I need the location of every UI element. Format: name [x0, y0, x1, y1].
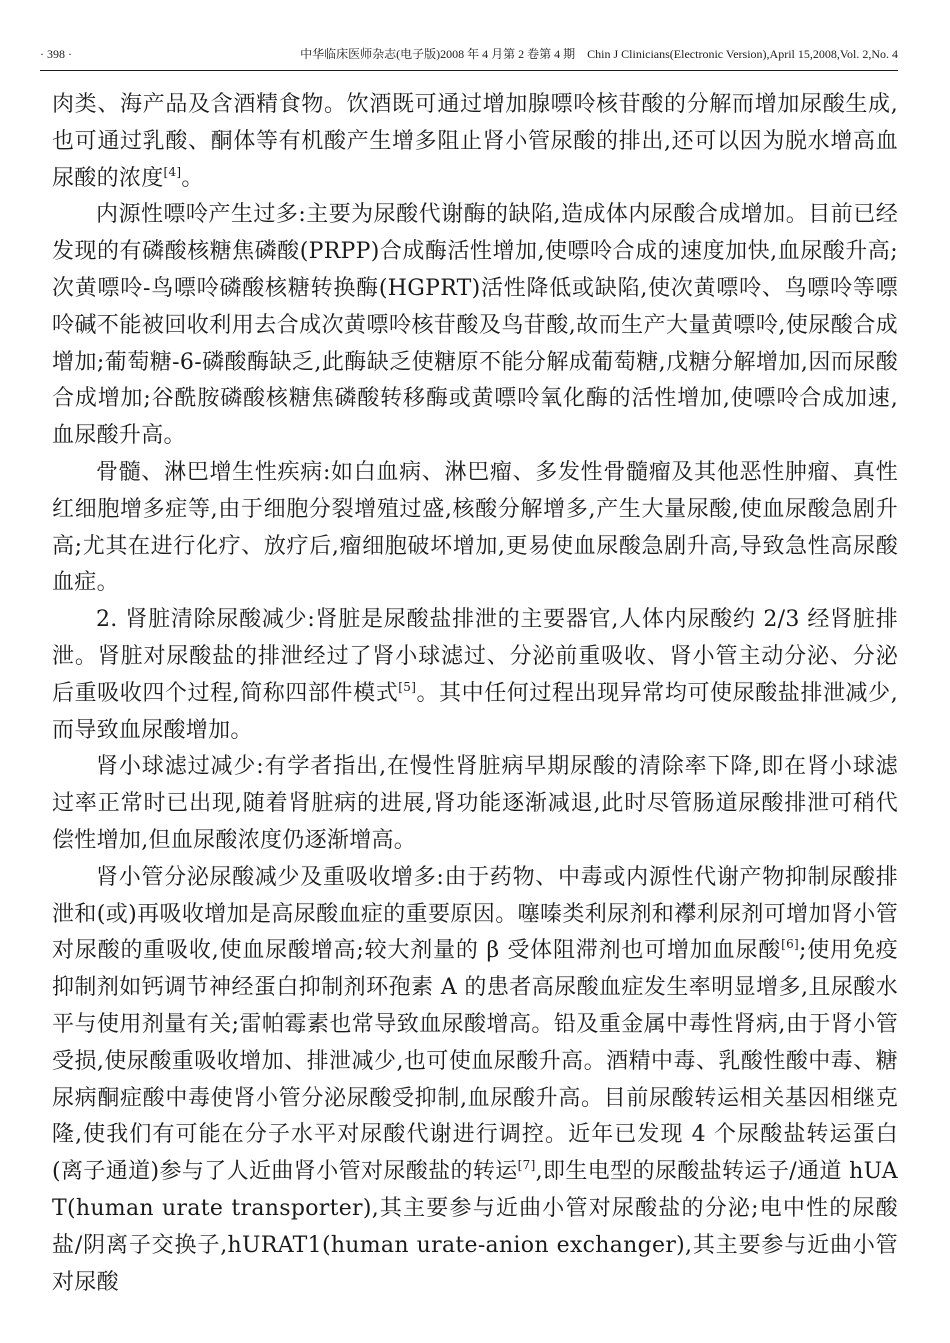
paragraph-glomerular-filtration	[52, 749, 898, 859]
header-rule	[40, 70, 898, 71]
paragraph-endogenous-purine	[52, 197, 898, 455]
paragraph-tubular-secretion	[52, 860, 898, 1302]
paragraph-text-continued: ;使用免疫抑制剂如钙调节神经蛋白抑制剂环孢素 A 的患者高尿酸血症发生率明显增多,且尿酸水平与使用剂量有关;雷帕霉素也常导致血尿酸增高。铅及重金属中毒性肾病,由于肾小管受损,使尿酸重吸收增加、排泄减少,也可使血尿酸升高。酒精中毒、乳酸性酸中毒、糖尿病酮症酸中毒使肾小管分泌尿酸受抑制,血尿酸升高。目前尿酸转运相关基因相继克隆,使我们有可能在分子水平对尿酸代谢进行调控。近年已发现 4 个尿酸盐转运蛋白(离子通道)参与了人近曲肾小管对尿酸盐的转运	[52, 938, 898, 1185]
paragraph-tail: 。	[181, 165, 204, 191]
citation-ref-4: [4]	[163, 164, 182, 179]
article-body	[52, 87, 898, 1301]
paragraph-alcohol	[52, 87, 898, 197]
citation-ref-5: [5]	[398, 679, 417, 694]
journal-citation: 中华临床医师杂志(电子版)2008 年 4 月第 2 卷第 4 期 Chin J Clinicians(Electronic Version),April 15,2008,Vol. 2,No. 4	[300, 47, 898, 61]
paragraph-text: 肾小管分泌尿酸减少及重吸收增多:由于药物、中毒或内源性代谢产物抑制尿酸排泄和(或)再吸收增加是高尿酸血症的重要原因。噻嗪类利尿剂和襻利尿剂可增加肾小管对尿酸的重吸收,使血尿酸增高;较大剂量的 β 受体阻滞剂也可增加血尿酸	[52, 864, 898, 964]
paragraph-text: 内源性嘌呤产生过多:主要为尿酸代谢酶的缺陷,造成体内尿酸合成增加。目前已经发现的有磷酸核糖焦磷酸(PRPP)合成酶活性增加,使嘌呤合成的速度加快,血尿酸升高;次黄嘌呤-鸟嘌呤磷酸核糖转换酶(HGPRT)活性降低或缺陷,使次黄嘌呤、鸟嘌呤等嘌呤碱不能被回收利用去合成次黄嘌呤核苷酸及鸟苷酸,故而生产大量黄嘌呤,使尿酸合成增加;葡萄糖-6-磷酸酶缺乏,此酶缺乏使糖原不能分解成葡萄糖,戊糖分解增加,因而尿酸合成增加;谷酰胺磷酸核糖焦磷酸转移酶或黄嘌呤氧化酶的活性增加,使嘌呤合成加速,血尿酸升高。	[52, 202, 898, 449]
paragraph-marrow-lymph	[52, 455, 898, 602]
paragraph-text: 2. 肾脏清除尿酸减少:肾脏是尿酸盐排泄的主要器官,人体内尿酸约 2/3 经肾脏排泄。肾脏对尿酸盐的排泄经过了肾小球滤过、分泌前重吸收、肾小管主动分泌、分泌后重吸收四个过程,简称四部件模式	[52, 607, 898, 706]
page-number: · 398 ·	[40, 47, 72, 61]
paragraph-tail: ,即生电型的尿酸盐转运子/通道 hUAT(human urate transporter),其主要参与近曲小管对尿酸盐的分泌;电中性的尿酸盐/阴离子交换子,hURAT1(human urate-anion exchanger),其主要参与近曲小管对尿酸	[52, 1159, 898, 1295]
running-header	[40, 40, 898, 68]
citation-ref-6: [6]	[781, 937, 800, 952]
paragraph-text: 肉类、海产品及含酒精食物。饮酒既可通过增加腺嘌呤核苷酸的分解而增加尿酸生成,也可通过乳酸、酮体等有机酸产生增多阻止肾小管尿酸的排出,还可以因为脱水增高血尿酸的浓度	[52, 92, 898, 191]
paragraph-text: 骨髓、淋巴增生性疾病:如白血病、淋巴瘤、多发性骨髓瘤及其他恶性肿瘤、真性红细胞增多症等,由于细胞分裂增殖过盛,核酸分解增多,产生大量尿酸,使血尿酸急剧升高;尤其在进行化疗、放疗后,瘤细胞破坏增加,更易使血尿酸急剧升高,导致急性高尿酸血症。	[52, 459, 898, 596]
paragraph-text: 肾小球滤过减少:有学者指出,在慢性肾脏病早期尿酸的清除率下降,即在肾小球滤过率正常时已出现,随着肾脏病的进展,肾功能逐渐减退,此时尽管肠道尿酸排泄可稍代偿性增加,但血尿酸浓度仍逐渐增高。	[52, 754, 898, 853]
citation-ref-7: [7]	[517, 1158, 536, 1173]
paragraph-renal-clearance	[52, 602, 898, 749]
paragraph-tail: 。其中任何过程出现异常均可使尿酸盐排泄减少,而导致血尿酸增加。	[52, 680, 898, 743]
